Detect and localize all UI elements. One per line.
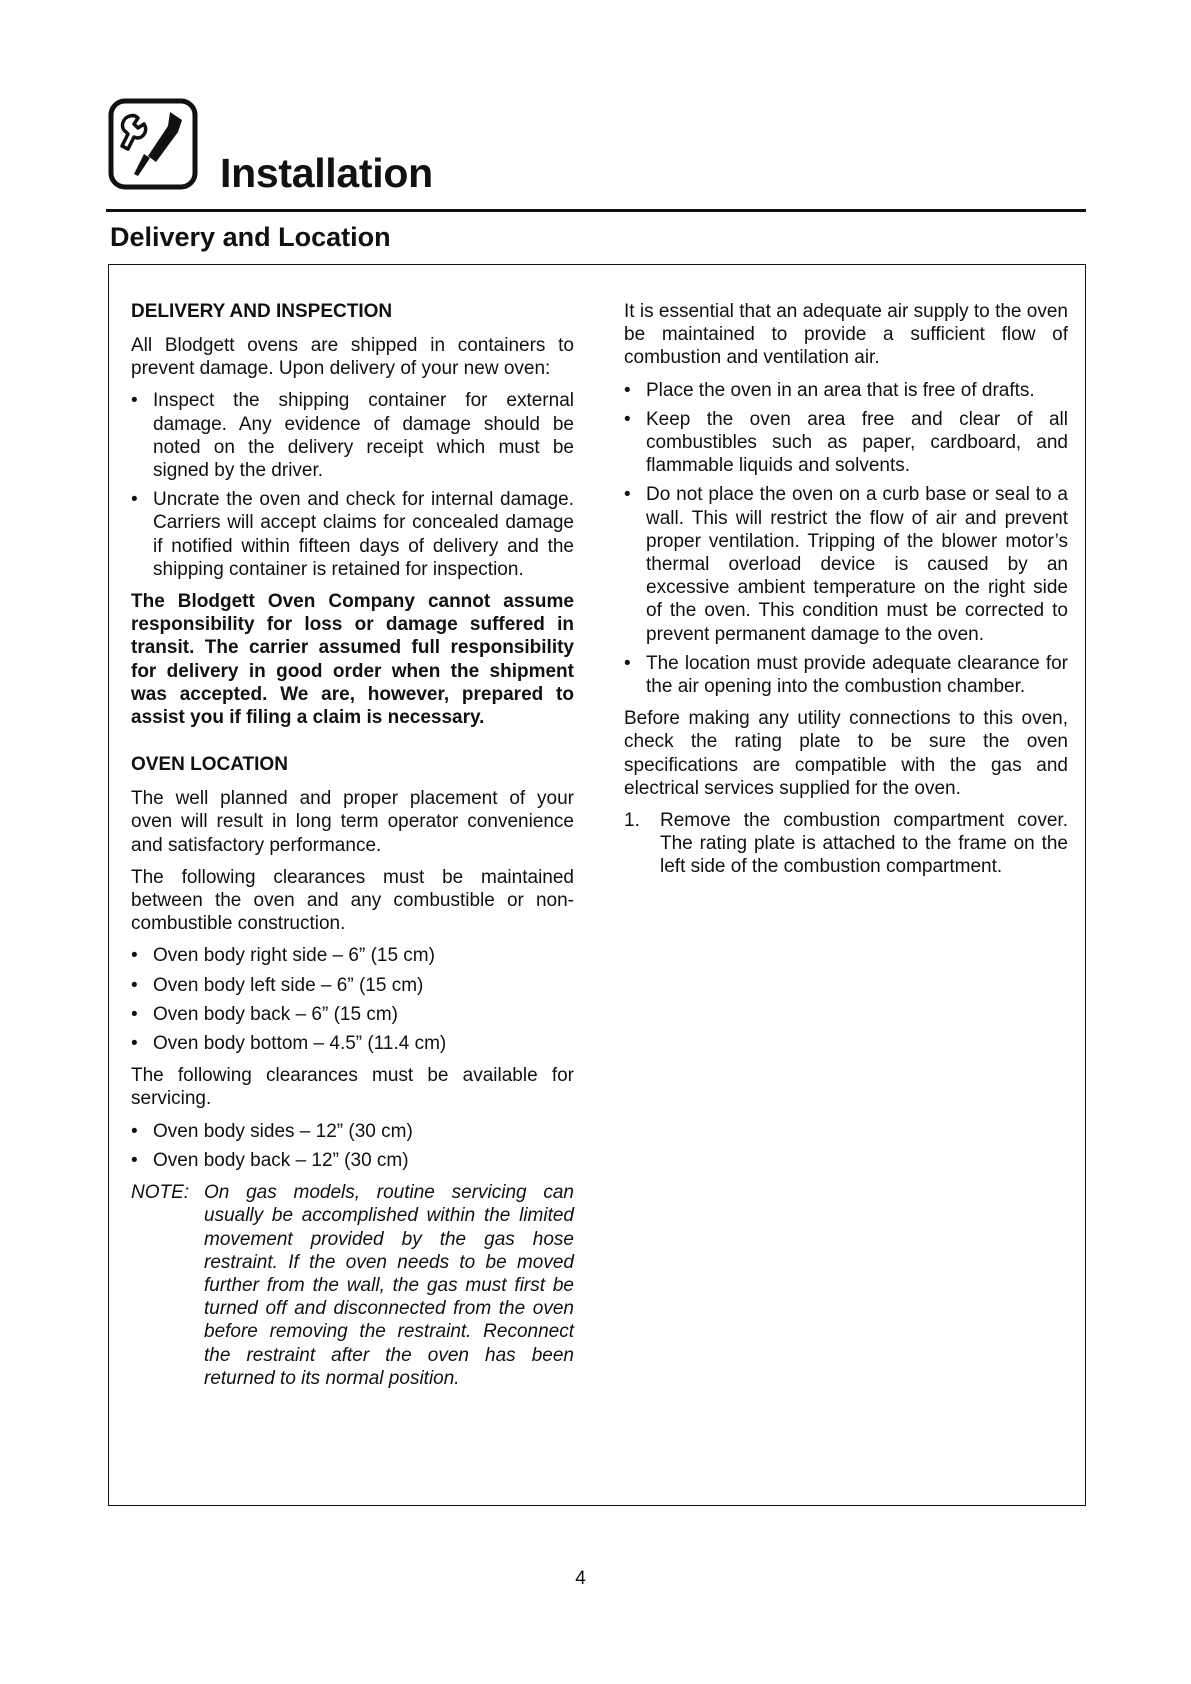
location-requirements-list [624,379,1068,699]
list-item: • The location must provide adequate clearance for the air opening into the combustion chamber. [624,652,1068,698]
clearances-list [131,944,574,1055]
right-column [624,300,1068,879]
delivery-intro: All Blodgett ovens are shipped in containers to prevent damage. Upon delivery of your new oven: [131,335,574,380]
list-item: • Oven body bottom – 4.5” (11.4 cm) [131,1032,574,1055]
section-title: Delivery and Location [110,222,391,252]
delivery-heading: DELIVERY AND INSPECTION [131,301,393,322]
delivery-list [131,389,574,581]
servicing-list [131,1120,574,1172]
list-item: • Do not place the oven on a curb base or seal to a wall. This will restrict the flow of air and prevent proper ventilation. Tripping of the blower motor’s thermal overload device is caused by an excessive ambient temperature on the right side of the oven. This condition must be corrected to prevent permanent damage to the oven. [624,483,1068,645]
wrench-screwdriver-icon [108,98,198,190]
note-label: NOTE: [131,1182,190,1204]
list-item: • Oven body sides – 12” (30 cm) [131,1120,574,1143]
list-item: • Uncrate the oven and check for internal damage. Carriers will accept claims for concealed damage if notified within fifteen days of delivery and the shipping container is retained for inspection. [131,488,574,581]
utility-paragraph: Before making any utility connections to this oven, check the rating plate to be sure the oven specifications are compatible with the gas and electrical services supplied for the oven. [624,708,1068,799]
list-item: • Oven body left side – 6” (15 cm) [131,974,574,997]
note-block [131,1181,574,1390]
list-item: • Oven body back – 12” (30 cm) [131,1149,574,1172]
servicing-intro: The following clearances must be available for servicing. [131,1065,574,1110]
air-supply-paragraph: It is essential that an adequate air supply to the oven be maintained to provide a sufficient flow of combustion and ventilation air. [624,301,1068,369]
page-number: 4 [575,1568,586,1589]
list-item: • Place the oven in an area that is free of drafts. [624,379,1068,402]
location-heading: OVEN LOCATION [131,754,288,776]
list-item: • Oven body right side – 6” (15 cm) [131,944,574,967]
list-item: • Inspect the shipping container for external damage. Any evidence of damage should be noted on the delivery receipt which must be signed by the driver. [131,389,574,482]
page-title: Installation [220,150,433,196]
left-column [131,300,574,1390]
step-number: 1. [624,810,640,832]
steps-list [624,809,1068,879]
step-text: Remove the combustion compartment cover. The rating plate is attached to the frame on the left side of the combustion compartment. [660,810,1068,878]
list-item: • Oven body back – 6” (15 cm) [131,1003,574,1026]
list-item: • Keep the oven area free and clear of all combustibles such as paper, cardboard, and flammable liquids and solvents. [624,408,1068,478]
responsibility-statement: The Blodgett Oven Company cannot assume responsibility for loss or damage suffered in transit. The carrier assumed full responsibility for delivery in good order when the shipment was accepted. We are, however, prepared to assist you if filing a claim is necessary. [131,591,574,729]
note-text: On gas models, routine servicing can usually be accomplished within the limited movement provided by the gas hose restraint. If the oven needs to be moved further from the wall, the gas must first be turned off and disconnected from the oven before removing the restraint. Reconnect the restraint after the oven has been returned to its normal position. [204,1182,574,1389]
placement-paragraph: The well planned and proper placement of your oven will result in long term operator convenience and satisfactory performance. [131,788,574,856]
clearances-intro: The following clearances must be maintained between the oven and any combustible or non-combustible construction. [131,866,574,935]
header-divider [106,209,1086,212]
step-item [624,809,1068,879]
